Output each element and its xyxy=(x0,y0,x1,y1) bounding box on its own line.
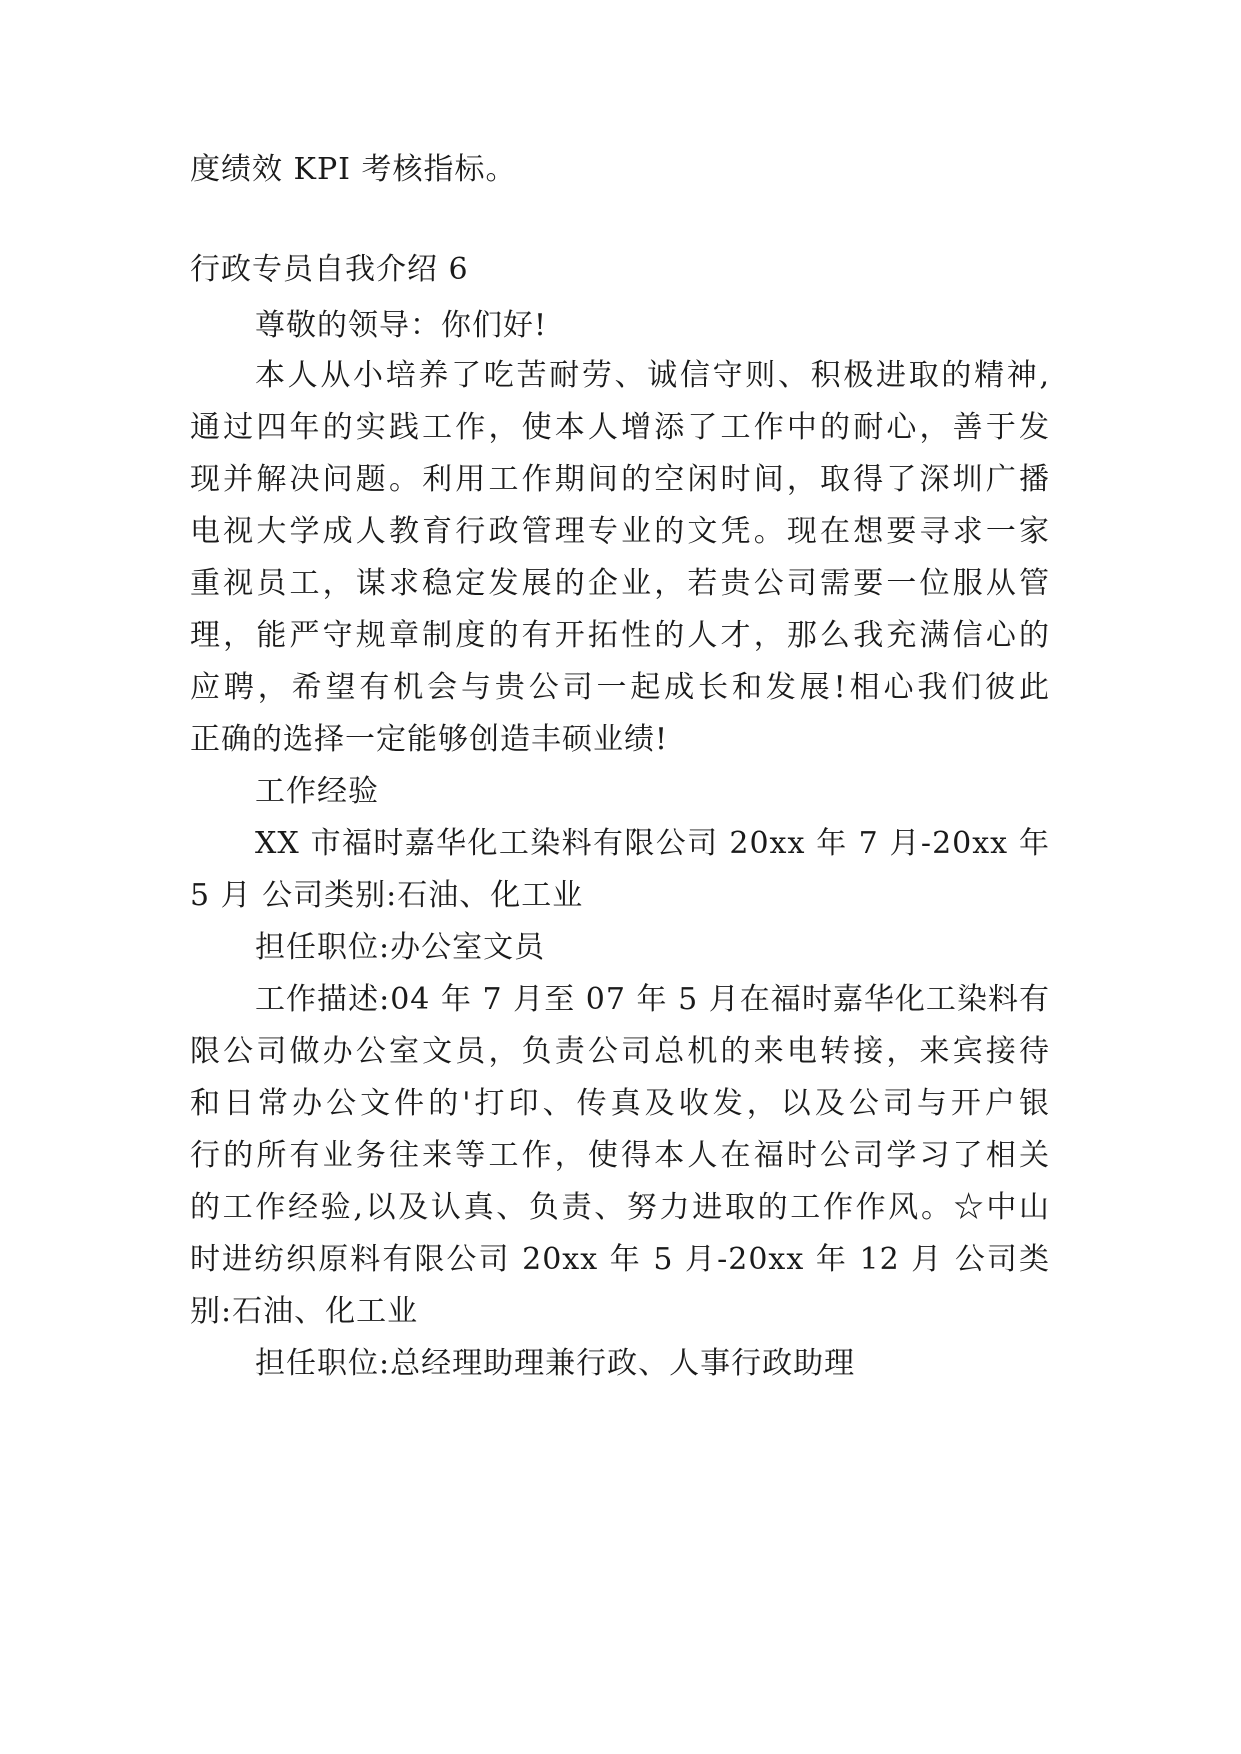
job1-line-1: XX 市福时嘉华化工染料有限公司 20xx 年 7 月-20xx 年 xyxy=(255,826,1050,861)
job1-desc-line-4: 行的所有业务往来等工作，使得本人在福时公司学习了相关 xyxy=(190,1138,1050,1173)
job1-desc-line-6: 时进纺织原料有限公司 20xx 年 5 月-20xx 年 12 月 公司类 xyxy=(190,1242,1050,1277)
intro-line-7: 应聘，希望有机会与贵公司一起成长和发展!相心我们彼此 xyxy=(190,670,1050,705)
job1-line-2: 5 月 公司类别:石油、化工业 xyxy=(190,878,584,913)
greeting: 尊敬的领导：你们好! xyxy=(255,308,548,343)
job1-desc-line-5: 的工作经验,以及认真、负责、努力进取的工作作风。☆中山 xyxy=(190,1190,1050,1225)
job1-desc-line-2: 限公司做办公室文员，负责公司总机的来电转接，来宾接待 xyxy=(190,1034,1050,1069)
intro-line-8: 正确的选择一定能够创造丰硕业绩! xyxy=(190,722,669,757)
intro-line-3: 现并解决问题。利用工作期间的空闲时间，取得了深圳广播 xyxy=(190,462,1050,497)
intro-line-2: 通过四年的实践工作，使本人增添了工作中的耐心，善于发 xyxy=(190,410,1050,445)
intro-line-5: 重视员工，谋求稳定发展的企业，若贵公司需要一位服从管 xyxy=(190,566,1050,601)
job1-position: 担任职位:办公室文员 xyxy=(255,930,546,965)
job2-position: 担任职位:总经理助理兼行政、人事行政助理 xyxy=(255,1346,856,1381)
job1-desc-line-7: 别:石油、化工业 xyxy=(190,1294,419,1329)
job1-desc-line-3: 和日常办公文件的'打印、传真及收发，以及公司与开户银 xyxy=(190,1086,1050,1121)
previous-section-tail: 度绩效 KPI 考核指标。 xyxy=(190,152,517,187)
section-title: 行政专员自我介绍 6 xyxy=(190,252,469,287)
intro-line-4: 电视大学成人教育行政管理专业的文凭。现在想要寻求一家 xyxy=(190,514,1050,549)
intro-line-1: 本人从小培养了吃苦耐劳、诚信守则、积极进取的精神, xyxy=(255,358,1050,393)
experience-heading: 工作经验 xyxy=(255,774,379,809)
job1-desc-line-1: 工作描述:04 年 7 月至 07 年 5 月在福时嘉华化工染料有 xyxy=(255,982,1050,1017)
intro-line-6: 理，能严守规章制度的有开拓性的人才，那么我充满信心的 xyxy=(190,618,1050,653)
